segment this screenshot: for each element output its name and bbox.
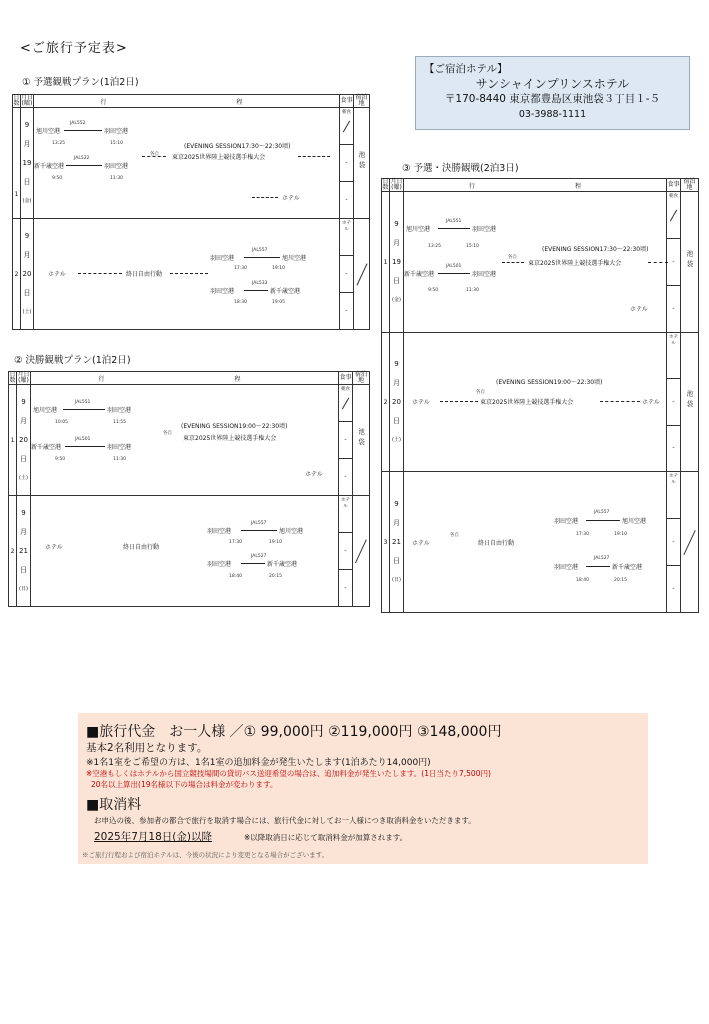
meal-lunch: - xyxy=(340,256,353,293)
station: 新千歳空港 xyxy=(270,288,301,295)
station: 羽田空港 xyxy=(207,561,232,568)
date-unit: 日 xyxy=(23,177,31,186)
page-title: <ご旅行予定表> xyxy=(20,41,128,56)
time: 9:50 xyxy=(55,457,66,462)
meal-lunch: - xyxy=(339,422,352,459)
header-stay: 宿泊地 xyxy=(353,372,370,385)
day-number: 1 xyxy=(382,192,390,333)
month: 9 xyxy=(21,397,26,406)
kakuji-label: 各自 xyxy=(450,533,459,538)
kakuji-label: 各自 xyxy=(508,255,517,260)
header-itinerary xyxy=(404,179,667,192)
station: 旭川空港 xyxy=(36,128,61,135)
day-date xyxy=(17,496,31,607)
station: 羽田空港 xyxy=(107,444,132,451)
session-info: (EVENING SESSION17:30～22:30頃) xyxy=(542,246,649,253)
time: 17:30 xyxy=(229,540,242,545)
weekday: (日) xyxy=(392,576,401,583)
meal-cell xyxy=(667,333,681,472)
meal-dinner: - xyxy=(672,585,675,592)
header-days: 日数 xyxy=(9,371,16,384)
station: 新千歳空港 xyxy=(31,444,62,451)
day-number: 3 xyxy=(382,472,390,613)
fee-section xyxy=(78,713,648,864)
meal-dinner: - xyxy=(672,444,675,452)
hotel-name: サンシャインプリンスホテル xyxy=(475,77,630,91)
date: 20 xyxy=(19,435,28,444)
route-cell xyxy=(404,472,667,613)
weekday: (土) xyxy=(19,474,28,481)
month: 9 xyxy=(394,359,399,368)
header-itinerary xyxy=(34,95,340,108)
day-date xyxy=(390,333,404,472)
month-unit: 月 xyxy=(23,139,31,148)
meal-dinner: - xyxy=(345,307,348,314)
header-gyo: 行 xyxy=(468,182,475,190)
meal-cell xyxy=(339,385,353,496)
time: 19:10 xyxy=(269,540,282,545)
meal-cell xyxy=(339,496,353,607)
header-date: 月日(曜) xyxy=(21,94,34,107)
station: 旭川空港 xyxy=(33,407,58,414)
cancel-note: ※以降取消日に応じて取消料金が加算されます。 xyxy=(244,833,408,842)
header-gyo: 行 xyxy=(100,98,107,106)
weekday: (金) xyxy=(22,197,32,204)
header-tei: 程 xyxy=(575,182,582,190)
venue: 東京2025世界陸上競技選手権大会 xyxy=(528,260,622,267)
station: 旭川空港 xyxy=(622,518,647,525)
time: 17:30 xyxy=(234,266,247,271)
header-tei: 程 xyxy=(234,375,241,383)
date: 20 xyxy=(392,397,401,406)
weekday: (土) xyxy=(22,308,32,315)
route-cell xyxy=(31,385,339,496)
station: 羽田空港 xyxy=(104,128,129,135)
hotel-label: ホテル xyxy=(642,399,660,406)
meal-lunch: - xyxy=(339,533,352,570)
flight-number: JAL551 xyxy=(446,219,462,224)
date: 21 xyxy=(392,537,401,546)
free-activity: 終日自由行動 xyxy=(126,271,163,278)
station: 羽田空港 xyxy=(207,528,232,535)
day-date xyxy=(21,108,34,219)
header-meal: 食事 xyxy=(340,95,354,108)
month: 9 xyxy=(394,219,399,228)
date-unit: 日 xyxy=(23,288,31,297)
route-cell xyxy=(34,219,340,330)
day-date xyxy=(17,385,31,496)
meal-lunch: - xyxy=(667,239,680,286)
venue: 東京2025世界陸上競技選手権大会 xyxy=(172,154,266,161)
session-info: (EVENING SESSION19:00～22:30頃) xyxy=(496,379,603,386)
month-unit: 月 xyxy=(393,518,400,527)
meal-cell xyxy=(340,219,354,330)
cancel-date: 2025年7月18日(金)以降 xyxy=(94,831,212,843)
fee-heading: ■旅行代金 お一人様 ／① 99,000円 ②119,000円 ③148,000円 xyxy=(86,724,502,740)
time: 13:25 xyxy=(428,244,441,249)
station: 新千歳空港 xyxy=(34,163,65,170)
meal-breakfast: 朝食 xyxy=(340,108,353,145)
meal-dinner: - xyxy=(672,305,675,312)
time: 15:10 xyxy=(466,244,479,249)
cancel-body: お申込の後、参加者の都合で旅行を取消す場合には、旅行代金に対してお一人様につき取消料金をいただきます。 xyxy=(94,816,476,825)
meal-dinner: - xyxy=(344,473,347,480)
route-cell xyxy=(31,496,339,607)
time: 20:15 xyxy=(269,574,282,579)
month-unit: 月 xyxy=(20,416,27,425)
flight-number: JAL527 xyxy=(251,554,267,559)
date: 20 xyxy=(22,269,32,278)
station: 羽田空港 xyxy=(554,518,579,525)
hotel-label: ホテル xyxy=(630,306,648,313)
hotel-label: ホテル xyxy=(412,399,430,406)
flight-number: JAL551 xyxy=(75,400,91,405)
header-date: 月日(曜) xyxy=(390,178,403,191)
day-number: 1 xyxy=(9,385,17,496)
month-unit: 月 xyxy=(393,378,400,387)
header-gyo: 行 xyxy=(98,375,105,383)
flight-number: JAL557 xyxy=(594,510,610,515)
station: 羽田空港 xyxy=(472,271,497,278)
day-number: 2 xyxy=(382,333,390,472)
fee-note-bus: ※空港もしくはホテルから国立競技場間の貸切バス送迎希望の場合は、追加料金が発生いたします。(1日当たり7,500円) xyxy=(86,769,491,778)
header-meal: 食事 xyxy=(339,372,353,385)
header-days: 日数 xyxy=(13,94,20,107)
stay-cell: 池袋 xyxy=(681,333,699,472)
station: 新千歳空港 xyxy=(612,564,643,571)
hotel-label: ホテル xyxy=(305,471,323,478)
stay-cell xyxy=(681,472,699,613)
day-number: 2 xyxy=(13,219,21,330)
meal-lunch: - xyxy=(667,379,680,425)
fee-note-single-room: ※1名1室をご希望の方は、1名1室の追加料金が発生いたします(1泊あたり14,000円) xyxy=(86,758,431,768)
month: 9 xyxy=(24,120,30,129)
route-cell xyxy=(34,108,340,219)
station: 羽田空港 xyxy=(104,163,129,170)
time: 19:05 xyxy=(272,300,285,305)
kakuji-label: 各自 xyxy=(476,390,485,395)
time: 11:30 xyxy=(466,288,479,293)
flight-number: JAL557 xyxy=(251,521,267,526)
flight-number: JAL501 xyxy=(75,437,91,442)
time: 18:40 xyxy=(229,574,242,579)
date: 19 xyxy=(22,158,32,167)
hotel-label: ホテル xyxy=(48,271,66,278)
meal-breakfast: ホテル xyxy=(340,219,353,256)
time: 9:50 xyxy=(428,288,439,293)
hotel-heading: 【ご宿泊ホテル】 xyxy=(424,63,508,75)
header-tei: 程 xyxy=(236,98,243,106)
time: 19:10 xyxy=(272,266,285,271)
meal-breakfast: 朝食 xyxy=(339,385,352,422)
stay-cell: 池袋 xyxy=(353,385,370,496)
month-unit: 月 xyxy=(20,527,27,536)
meal-lunch: - xyxy=(667,519,680,566)
date: 21 xyxy=(19,546,28,555)
date-unit: 日 xyxy=(393,276,400,285)
hotel-address: 〒170-8440 東京都豊島区東池袋３丁目１-５ xyxy=(444,93,661,105)
plan1-title: ① 予選観戦プラン(1泊2日) xyxy=(22,77,139,88)
month: 9 xyxy=(21,508,26,517)
time: 11:30 xyxy=(113,457,126,462)
month-unit: 月 xyxy=(393,238,400,247)
hotel-label: ホテル xyxy=(45,544,63,551)
session-info: (EVENING SESSION19:00～22:30頃) xyxy=(181,423,288,430)
cancel-heading: ■取消料 xyxy=(86,797,142,813)
time: 18:40 xyxy=(576,578,589,583)
meal-breakfast: 朝食 xyxy=(667,192,680,239)
meal-breakfast: ホテル xyxy=(667,333,680,379)
meal-cell xyxy=(340,108,354,219)
station: 羽田空港 xyxy=(107,407,132,414)
month-unit: 月 xyxy=(23,250,31,259)
date-unit: 日 xyxy=(20,565,27,574)
station: 羽田空港 xyxy=(472,226,497,233)
time: 11:55 xyxy=(113,420,126,425)
meal-lunch: - xyxy=(340,145,353,182)
station: 羽田空港 xyxy=(210,288,235,295)
date-unit: 日 xyxy=(20,454,27,463)
meal-cell xyxy=(667,192,681,333)
free-activity: 終日自由行動 xyxy=(478,540,515,547)
free-activity: 終日自由行動 xyxy=(123,544,160,551)
route-cell xyxy=(404,333,667,472)
stay-cell xyxy=(353,496,370,607)
station: 新千歳空港 xyxy=(404,271,435,278)
venue: 東京2025世界陸上競技選手権大会 xyxy=(183,435,277,442)
flight-number: JAL533 xyxy=(252,281,268,286)
flight-number: JAL522 xyxy=(74,156,90,161)
station: 羽田空港 xyxy=(210,255,235,262)
stay-cell: 池袋 xyxy=(354,108,370,219)
route-cell xyxy=(404,192,667,333)
time: 20:15 xyxy=(614,578,627,583)
header-stay: 宿泊地 xyxy=(355,94,368,107)
plan2-title: ② 決勝観戦プラン(1泊2日) xyxy=(14,355,131,366)
fee-basic: 基本2名利用となります。 xyxy=(86,742,208,754)
date-unit: 日 xyxy=(393,556,400,565)
stay-cell: 池袋 xyxy=(681,192,699,333)
time: 11:30 xyxy=(110,176,123,181)
time: 9:50 xyxy=(52,176,63,181)
flight-number: JAL527 xyxy=(594,556,610,561)
station: 旭川空港 xyxy=(279,528,304,535)
date: 19 xyxy=(392,257,401,266)
meal-dinner: - xyxy=(345,196,348,203)
day-date xyxy=(390,472,404,613)
hotel-info-box xyxy=(415,56,690,130)
plan2-table xyxy=(8,371,370,607)
fee-note-minimum: 20名以上算出(19名様以下の場合は料金が変わります。 xyxy=(91,780,278,789)
session-info: (EVENING SESSION17:30～22:30頃) xyxy=(184,143,291,150)
hotel-label: ホテル xyxy=(282,195,300,202)
weekday: (日) xyxy=(19,585,28,592)
time: 13:25 xyxy=(52,141,65,146)
plan3-title: ③ 予選・決勝観戦(2泊3日) xyxy=(402,163,519,174)
weekday: (土) xyxy=(392,436,401,443)
station: 羽田空港 xyxy=(554,564,579,571)
kakuji-label: 各自 xyxy=(163,431,172,436)
time: 15:10 xyxy=(110,141,123,146)
weekday: (金) xyxy=(392,296,401,303)
station: 新千歳空港 xyxy=(267,561,298,568)
header-stay: 宿泊地 xyxy=(681,179,699,192)
day-date xyxy=(21,219,34,330)
header-date: 月日(曜) xyxy=(17,371,30,384)
station: 旭川空港 xyxy=(282,255,307,262)
meal-breakfast: ホテル xyxy=(667,472,680,519)
time: 19:10 xyxy=(614,532,627,537)
meal-dinner: - xyxy=(344,584,347,591)
kakuji-label: 各自 xyxy=(150,152,159,157)
flight-number: JAL501 xyxy=(446,264,462,269)
plan1-table xyxy=(12,94,370,330)
header-itinerary xyxy=(31,372,339,385)
month: 9 xyxy=(394,499,399,508)
flight-number: JAL552 xyxy=(70,121,86,126)
day-number: 2 xyxy=(9,496,17,607)
venue: 東京2025世界陸上競技選手権大会 xyxy=(480,399,574,406)
station: 旭川空港 xyxy=(406,226,431,233)
flight-number: JAL557 xyxy=(252,248,268,253)
time: 18:30 xyxy=(234,300,247,305)
month: 9 xyxy=(24,231,30,240)
stay-cell xyxy=(354,219,370,330)
header-days: 日数 xyxy=(382,178,389,191)
footnote: ※ご旅行行程および宿泊ホテルは、今後の状況により変更となる場合がございます。 xyxy=(82,851,329,859)
header-meal: 食事 xyxy=(667,179,681,192)
date-unit: 日 xyxy=(393,416,400,425)
day-number: 1 xyxy=(13,108,21,219)
plan3-table xyxy=(381,178,699,613)
meal-breakfast: ホテル xyxy=(339,496,352,533)
time: 17:30 xyxy=(576,532,589,537)
meal-cell xyxy=(667,472,681,613)
day-date xyxy=(390,192,404,333)
hotel-tel: 03-3988-1111 xyxy=(518,109,587,120)
hotel-label: ホテル xyxy=(412,540,430,547)
time: 10:05 xyxy=(55,420,68,425)
